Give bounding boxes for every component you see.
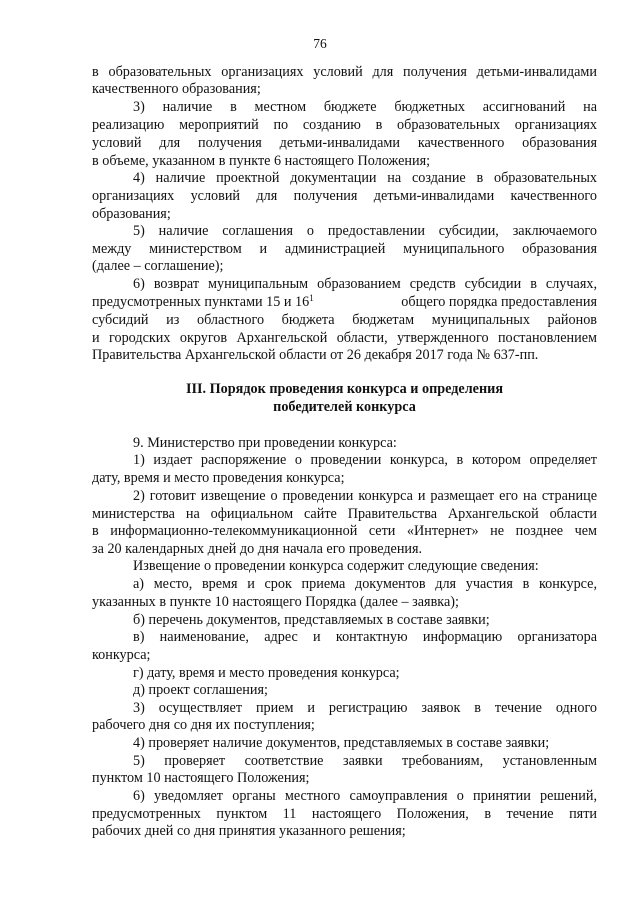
text-line: д) проект соглашения; bbox=[133, 682, 268, 698]
text-line-with-footnote bbox=[92, 293, 597, 311]
text-line: рабочих дней со дня принятия указанного решения; bbox=[92, 823, 406, 839]
text-line: конкурса; bbox=[92, 647, 151, 663]
section-heading: победителей конкурса bbox=[273, 399, 416, 415]
text-line: пунктом 10 настоящего Положения; bbox=[92, 770, 310, 786]
text-line: в образовательных организациях условий для получения детьми-инвалидами bbox=[92, 64, 597, 80]
text-line: рабочего дня со дня их поступления; bbox=[92, 717, 315, 733]
text-line: указанных в пункте 10 настоящего Порядка (далее – заявка); bbox=[92, 594, 459, 610]
text-line: г) дату, время и место проведения конкурса; bbox=[133, 665, 400, 681]
text-line: дату, время и место проведения конкурса; bbox=[92, 470, 345, 486]
text-line: качественного образования; bbox=[92, 81, 261, 97]
text-line: и городских округов Архангельской области, утвержденного постановлением bbox=[92, 330, 597, 346]
text-line: 3) осуществляет прием и регистрацию заявок в течение одного bbox=[133, 700, 597, 716]
page-number: 76 bbox=[313, 36, 327, 51]
text-line: образования; bbox=[92, 206, 171, 222]
text-line: условий для получения детьми-инвалидами качественного образования bbox=[92, 135, 597, 151]
text-line: а) место, время и срок приема документов для участия в конкурсе, bbox=[133, 576, 597, 592]
text-line: 4) наличие проектной документации на создание в образовательных bbox=[133, 170, 597, 186]
text-line: министерства на официальном сайте Правительства Архангельской области bbox=[92, 506, 597, 522]
text-line: 6) уведомляет органы местного самоуправления о принятии решений, bbox=[133, 788, 597, 804]
superscript-mark: 1 bbox=[309, 293, 314, 303]
text-line: б) перечень документов, представляемых в составе заявки; bbox=[133, 612, 490, 628]
text-line: 1) издает распоряжение о проведении конкурса, в котором определяет bbox=[133, 452, 597, 468]
text-fragment: общего порядка предоставления bbox=[401, 294, 597, 310]
text-line: (далее – соглашение); bbox=[92, 258, 224, 274]
text-line: 5) проверяет соответствие заявки требованиям, установленным bbox=[133, 753, 597, 769]
text-line: предусмотренных пунктом 11 настоящего Положения, в течение пяти bbox=[92, 806, 597, 822]
section-heading: III. Порядок проведения конкурса и определения bbox=[185, 381, 504, 397]
text-line: 5) наличие соглашения о предоставлении субсидии, заключаемого bbox=[133, 223, 597, 239]
text-line: субсидий из областного бюджета бюджетам муниципальных районов bbox=[92, 312, 597, 328]
text-line: Извещение о проведении конкурса содержит следующие сведения: bbox=[133, 558, 539, 574]
text-line: 4) проверяет наличие документов, представляемых в составе заявки; bbox=[133, 735, 550, 751]
text-line: в) наименование, адрес и контактную информацию организатора bbox=[133, 629, 597, 645]
text-line: 2) готовит извещение о проведении конкурса и размещает его на странице bbox=[133, 488, 597, 504]
text-line: в объеме, указанном в пункте 6 настоящего Положения; bbox=[92, 153, 431, 169]
text-fragment: предусмотренных пунктами 15 и 16 bbox=[92, 294, 310, 310]
text-line: реализацию мероприятий по созданию в образовательных организациях bbox=[92, 117, 597, 133]
text-line: 3) наличие в местном бюджете бюджетных ассигнований на bbox=[133, 99, 597, 115]
text-line: организациях условий для получения детьми-инвалидами качественного bbox=[92, 188, 597, 204]
text-line: 6) возврат муниципальным образованием средств субсидии в случаях, bbox=[133, 276, 597, 292]
text-line: 9. Министерство при проведении конкурса: bbox=[133, 435, 397, 451]
text-line: Правительства Архангельской области от 26 декабря 2017 года № 637-пп. bbox=[92, 347, 539, 363]
text-line: в информационно-телекоммуникационной сети «Интернет» не позднее чем bbox=[92, 523, 597, 539]
text-line: между министерством и администрацией муниципального образования bbox=[92, 241, 597, 257]
text-line: за 20 календарных дней до дня начала его проведения. bbox=[92, 541, 423, 557]
